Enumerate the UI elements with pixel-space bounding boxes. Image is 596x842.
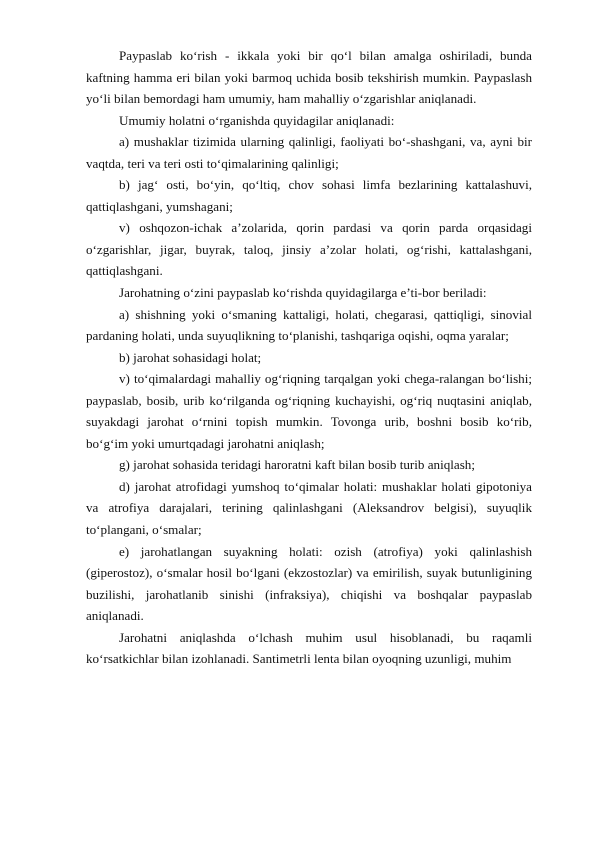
paragraph-measurement: Jarohatni aniqlashda o‘lchash muhim usul hisoblanadi, bu raqamli ko‘rsatkichlar bilan izohlanadi. Santimetrli lenta bilan oyoqning uzunligi, muhim [86,629,532,667]
paragraph-item-a-swelling: a) shishning yoki o‘smaning kattaligi, holati, chegarasi, qattiqligi, sinovial pardaning holati, unda suyuqlikning to‘planishi, tashqariga oqishi, oqma yaralar; [86,306,532,344]
paragraph-item-v-abdominal-organs: v) oshqozon-ichak a’zolarida, qorin pardasi va qorin parda orqasidagi o‘zgarishlar, jigar, buyrak, taloq, jinsiy a’zolar holati, og‘rishi, kattalashgani, qattiqlashgani. [86,220,532,279]
paragraph-palpation-intro: Paypaslab ko‘rish - ikkala yoki bir qo‘l bilan amalga oshiriladi, bunda kaftning hamma eri bilan yoki barmoq uchida bosib tekshirish mumkin. Paypaslash yo‘li bilan bemordagi ham umumiy, ham mahalliy o‘zgarishlar aniqlanadi. [86,48,532,107]
paragraph-general-state-heading: Umumiy holatni o‘rganishda quyidagilar aniqlanadi: [119,112,395,128]
paragraph-item-d-soft-tissues: d) jarohat atrofidagi yumshoq to‘qimalar holati: mushaklar holati gipotoniya va atrofiya darajalari, terining qalinlashgani (Aleksandrov belgisi), suyuqlik to‘plangani, o‘smalar; [86,478,532,538]
paragraph-item-b-lymph-nodes: b) jag‘ osti, bo‘yin, qo‘ltiq, chov sohasi limfa bezlarining kattalashuvi, qattiqlashgani, yumshagani; [86,177,532,214]
paragraph-item-b-injury-area: b) jarohat sohasidagi holat; [119,349,262,365]
paragraph-item-e-bone-state: e) jarohatlangan suyakning holati: ozish (atrofiya) yoki qalinlashish (giperostoz), o‘smalar hosil bo‘lgani (ekzostozlar) va emirilish, suyak butunligining buzilishi, jarohatlanib sinishi (infraksiya), chiqishi va boshqalar paypaslab aniqlanadi. [86,543,532,624]
paragraph-item-g-skin-temperature: g) jarohat sohasida teridagi haroratni kaft bilan bosib turib aniqlash; [119,457,475,473]
document-page [86,45,532,670]
paragraph-injury-palpation-heading: Jarohatning o‘zini paypaslab ko‘rishda quyidagilarga e’ti-bor beriladi: [119,285,487,301]
paragraph-item-a-muscles: a) mushaklar tizimida ularning qalinligi, faoliyati bo‘-shashgani, va, ayni bir vaqtda, teri va teri osti to‘qimalarining qalinligi; [86,134,532,171]
paragraph-item-v-local-pain: v) to‘qimalardagi mahalliy og‘riqning tarqalgan yoki chega-ralangan bo‘lishi; paypaslab, bosib, urib ko‘rilganda og‘riqning kuchayishi, og‘riq nuqtasini aniqlab, suyakdagi jarohat o‘rnini topish mumkin. Tovonga urib, boshni bosib ko‘rib, bo‘g‘im yoki umurtqadagi jarohatni aniqlash; [86,371,532,451]
